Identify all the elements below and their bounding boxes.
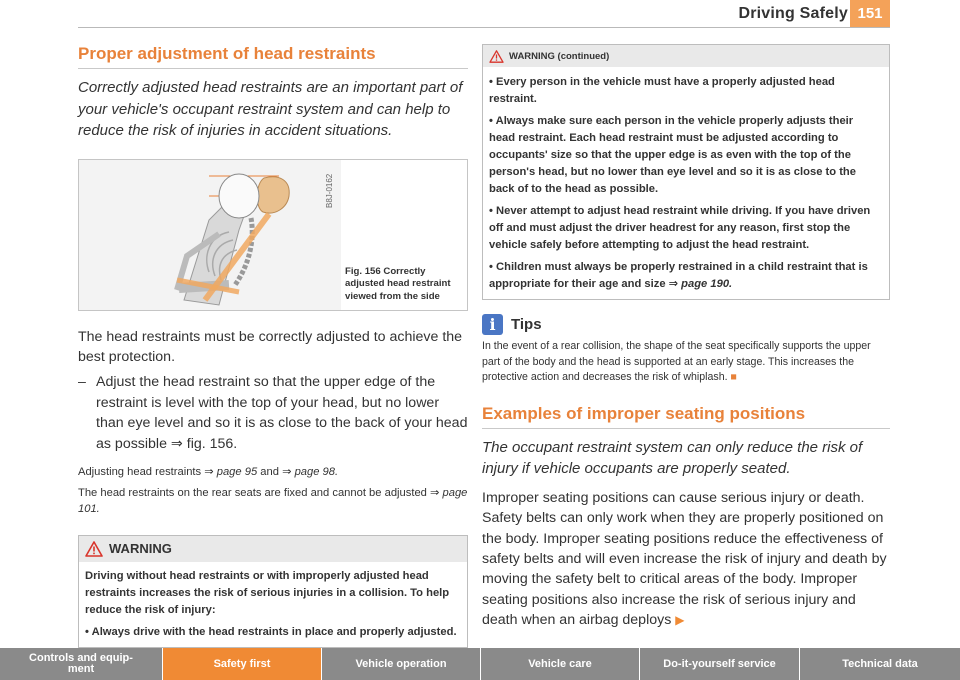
- nav-tab-controls[interactable]: [0, 648, 163, 680]
- nav-tab-label: Controls and equip- ment: [29, 652, 133, 675]
- warning-bullet: • Always make sure each person in the vehicle properly adjusts their head restraint. Each head restraint must be adjusted according to occupants' size so that the upper edge is as even with the top of the person's head, but no lower than eye level and so it is as close to the back of to the head as possible.: [489, 115, 856, 195]
- adjusting-reference: [78, 464, 468, 480]
- continue-arrow-icon[interactable]: ▶: [675, 613, 685, 628]
- right-column: [482, 44, 890, 631]
- figure-code: B8J-0162: [325, 173, 334, 208]
- nav-tab-safety-first[interactable]: [163, 648, 322, 680]
- tips-body: In the event of a rear collision, the shape of the seat specifically supports the upper part of the body and the head is supported at an early stage. This increases the protective action and decreases the risk of whiplash.: [482, 340, 871, 384]
- warning-header: [79, 536, 467, 562]
- nav-tab-label: Technical data: [842, 657, 918, 670]
- warning-continued-label: WARNING (continued): [509, 50, 610, 62]
- nav-tab-technical-data[interactable]: [800, 648, 960, 680]
- warning-bullet-text: • Children must always be properly restrained in a child restraint that is appropriate for their age and size ⇒: [489, 261, 868, 290]
- link-page-95[interactable]: page 95: [216, 465, 258, 478]
- figure-156: [78, 159, 468, 311]
- chapter-title: Driving Safely: [738, 5, 848, 22]
- warning-lead: Driving without head restraints or with improperly adjusted head restraints increases the risk of serious injuries in a collision. To help reduce the risk of injury:: [85, 569, 450, 616]
- list-item-adjust: [78, 372, 468, 454]
- figure-caption: Fig. 156 Correctly adjusted head restraint viewed from the side: [345, 265, 451, 302]
- warning-continued-header: [483, 45, 889, 67]
- paragraph-best-protection: The head restraints must be correctly adjusted to achieve the best protection.: [78, 328, 463, 365]
- nav-tab-label: Do-it-yourself service: [663, 657, 776, 670]
- paragraph-text: Improper seating positions can cause serious injury or death. Safety belts can only work when they are properly positioned on the body. Improper seating positions reduce the effectiveness of safety belts and will even increase the risk of injury and death by moving the safety belt to critical areas of the body. Improper seating positions also increase the risk of serious injury and death when an airbag deploys: [482, 489, 887, 629]
- warning-bullet: [489, 259, 882, 293]
- tips-header: [482, 314, 890, 335]
- head-restraint-illustration: [79, 160, 341, 310]
- warning-bullet: • Every person in the vehicle must have a properly adjusted head restraint.: [489, 76, 835, 105]
- header-rule: [78, 27, 890, 28]
- nav-tab-vehicle-care[interactable]: [481, 648, 640, 680]
- nav-tab-label: Safety first: [213, 657, 271, 670]
- warning-bullet: • Always drive with the head restraints in place and properly adjusted.: [85, 625, 457, 638]
- list-item-text: Adjust the head restraint so that the upper edge of the restraint is level with the top of your head, but no lower than eye level and so it is as close to the back of your head as possible ⇒ fig. 156.: [96, 374, 468, 452]
- info-icon: i: [482, 314, 503, 335]
- chapter-nav-bar: [0, 648, 960, 680]
- rear-prefix: The head restraints on the rear seats are fixed and cannot be adjusted ⇒: [78, 486, 443, 499]
- adjusting-and: and ⇒: [257, 465, 295, 478]
- warning-label: WARNING: [109, 541, 172, 557]
- link-page-98[interactable]: page 98.: [294, 465, 339, 478]
- section-intro: The occupant restraint system can only reduce the risk of injury if vehicle occupants are properly seated.: [482, 438, 863, 478]
- nav-tab-label: Vehicle operation: [355, 657, 447, 670]
- paragraph-improper-seating: [482, 488, 890, 631]
- nav-tab-label: Vehicle care: [528, 657, 592, 670]
- section-title-improper-seating: Examples of improper seating positions: [482, 404, 890, 429]
- section-intro: Correctly adjusted head restraints are an important part of your vehicle's occupant restraint system and can help to reduce the risk of injuries in accident situations.: [78, 79, 463, 139]
- page-number: 151: [850, 0, 890, 27]
- rear-restraints-note: [78, 485, 468, 517]
- adjusting-prefix: Adjusting head restraints ⇒: [78, 465, 217, 478]
- warning-box: [78, 535, 468, 648]
- nav-tab-vehicle-operation[interactable]: [322, 648, 481, 680]
- list-dash: –: [78, 374, 86, 391]
- page-header: [0, 0, 960, 36]
- section-title-head-restraints: Proper adjustment of head restraints: [78, 44, 468, 69]
- link-page-101[interactable]: page 101.: [78, 486, 468, 515]
- warning-continued-body: [483, 67, 889, 299]
- warning-bullet: • Never attempt to adjust head restraint while driving. If you have driven off and must adjust the driver headrest for any reason, first stop the vehicle safely before attempting to adjust the head restraint.: [489, 205, 871, 251]
- tips-text: [482, 339, 890, 386]
- warning-body: [79, 562, 467, 647]
- warning-triangle-icon: [85, 541, 103, 557]
- warning-triangle-icon: [489, 50, 504, 63]
- warning-continued-box: [482, 44, 890, 300]
- nav-tab-diy-service[interactable]: [640, 648, 800, 680]
- link-page-190[interactable]: page 190.: [681, 278, 733, 290]
- tips-label: Tips: [511, 316, 542, 333]
- end-mark-icon: ■: [730, 371, 737, 384]
- left-column: [78, 44, 468, 648]
